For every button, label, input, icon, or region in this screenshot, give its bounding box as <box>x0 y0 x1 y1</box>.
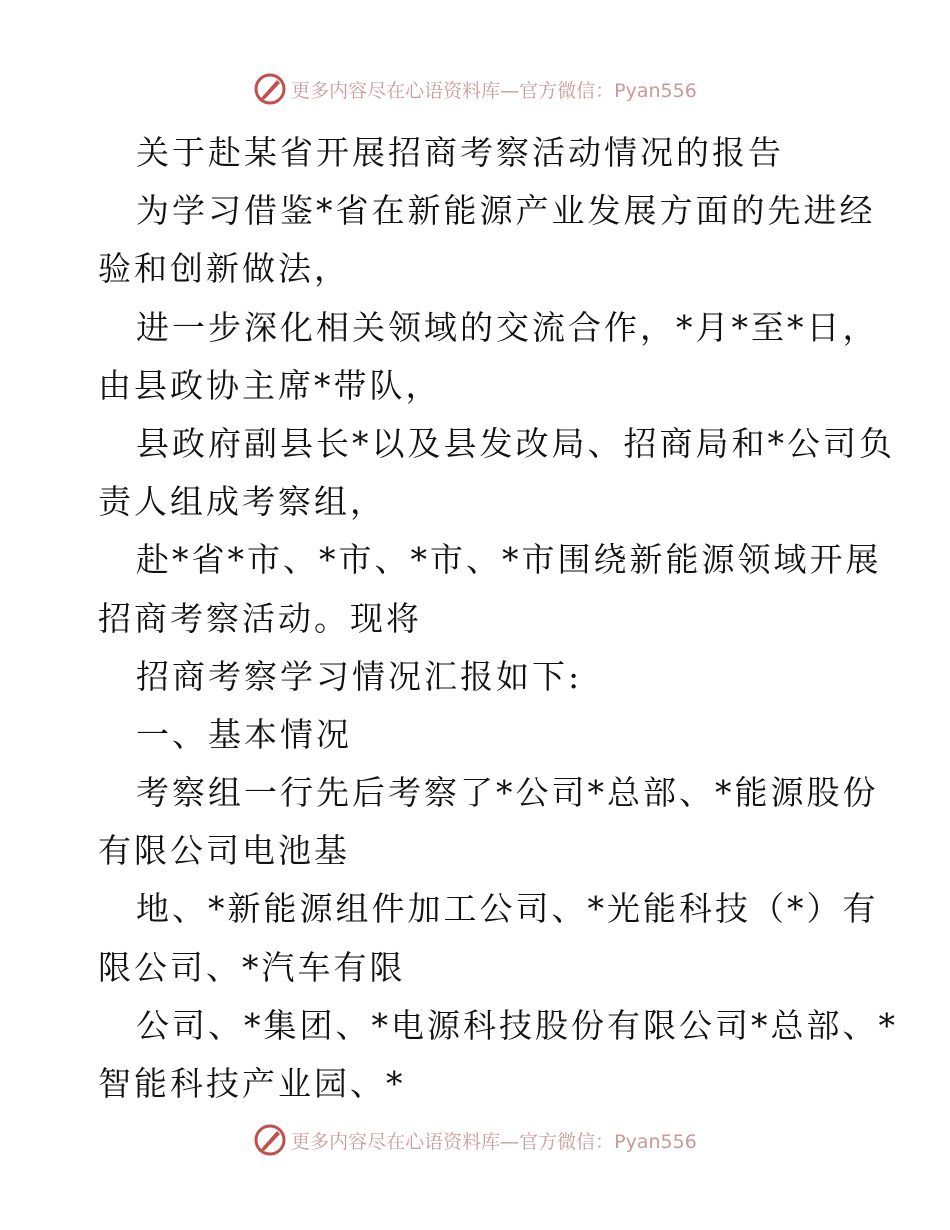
text-line: 进一步深化相关领域的交流合作，*月*至*日， <box>136 307 879 347</box>
text-line: 责人组成考察组， <box>98 482 386 522</box>
text-line: 招商考察活动。现将 <box>98 598 422 638</box>
quill-pen-logo-icon <box>253 72 287 106</box>
watermark-header <box>0 72 950 106</box>
text-line: 一、基本情况 <box>136 714 352 754</box>
text-line: 关于赴某省开展招商考察活动情况的报告 <box>136 133 784 172</box>
text-line: 考察组一行先后考察了*公司*总部、*能源股份 <box>136 773 879 813</box>
watermark-text: 更多内容尽在心语资料库—官方微信：Pyan556 <box>291 79 697 102</box>
text-line: 公司、*集团、*电源科技股份有限公司*总部、* <box>136 1005 898 1045</box>
watermark-footer <box>0 1123 950 1157</box>
document-body <box>98 124 898 1113</box>
text-line: 为学习借鉴*省在新能源产业发展方面的先进经 <box>136 191 876 231</box>
watermark-text: 更多内容尽在心语资料库—官方微信：Pyan556 <box>291 1130 697 1153</box>
text-line: 县政府副县长*以及县发改局、招商局和*公司负 <box>136 423 895 463</box>
text-line: 招商考察学习情况汇报如下: <box>136 656 583 696</box>
text-line: 限公司、*汽车有限 <box>98 947 406 987</box>
quill-pen-logo-icon <box>253 1123 287 1157</box>
text-line: 验和创新做法， <box>98 249 350 289</box>
text-line: 由县政协主席*带队， <box>98 365 442 405</box>
text-line: 智能科技产业园、* <box>98 1064 406 1103</box>
text-line: 赴*省*市、*市、*市、*市围绕新能源领域开展 <box>136 540 882 580</box>
text-line: 有限公司电池基 <box>98 831 350 871</box>
text-line: 地、*新能源组件加工公司、*光能科技（*）有 <box>136 889 879 929</box>
